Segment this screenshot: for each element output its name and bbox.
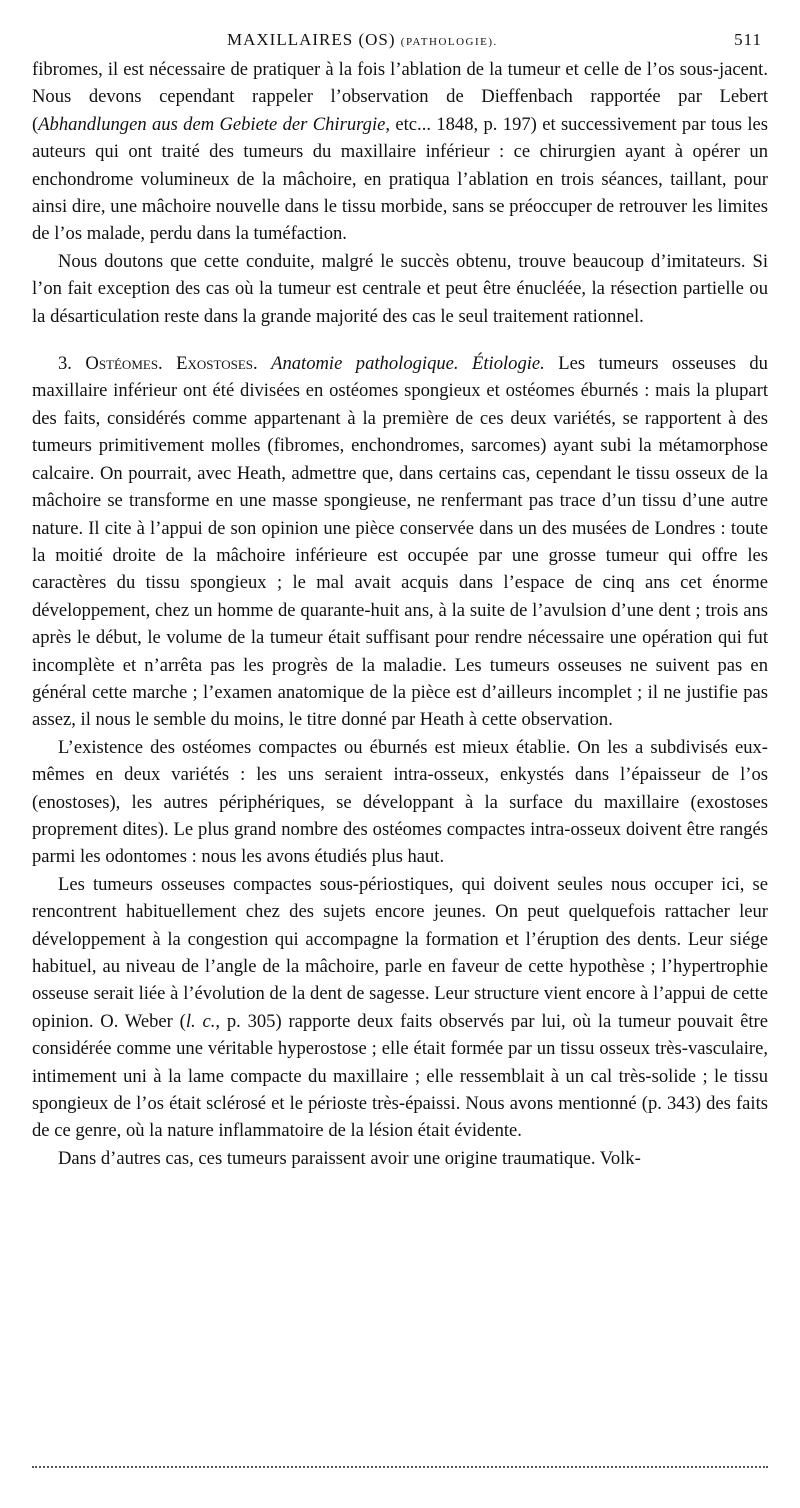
text-segment: Nous doutons que cette conduite, malgré le succès obtenu, trouve beaucoup d’imitateurs. Si l’on fait exception des cas où la tumeur est centrale et peut être énucléée, la résection partielle ou la désarticulation reste dans la grande majorité des cas le seul traitement rationnel.: [32, 250, 768, 327]
text-segment: Les tumeurs osseuses compactes sous-périostiques, qui doivent seules nous occuper ici, se rencontrent habituellement chez des sujets encore jeunes. On peut quelquefois rattacher leur développement à la congestion qui accompagne la formation et l’éruption des dents. Leur siége habituel, au niveau de l’angle de la mâchoire, parle en faveur de cette hypothèse ; l’hypertrophie osseuse serait liée à l’évolution de la dent de sagesse. Leur structure vient encore à l’appui de cette opinion. O. Weber (: [32, 873, 768, 1032]
text-segment: fibromes, il est nécessaire de pratiquer à la fois l’ablation de la tumeur et celle de l’os sous-jacent. Nous devons cependant rappeler l’observation de Dieffenbach rapportée par Lebert (: [32, 59, 768, 135]
running-title: [227, 30, 498, 50]
text-segment: , p. 305) rapporte deux faits observés par lui, où la tumeur pouvait être considérée comme une véritable hyperostose ; elle était formée par un tissu osseux très-vasculaire, intimement uni à la lame compacte du maxillaire ; elle ressemblait à un cal très-solide ; le tissu spongieux de l’os était sclérosé et le périoste très-épaissi. Nous avons mentionné (p. 343) des faits de ce genre, où la nature inflammatoire de la lésion était évidente.: [32, 1010, 768, 1142]
page: [32, 26, 768, 1172]
text-segment: Les tumeurs osseuses du maxillaire inférieur ont été divisées en ostéomes spongieux et ostéomes éburnés : mais la plupart des faits, considérés comme appartenant à la première de ces deux variétés, se rapportent à des tumeurs primitivement molles (fibromes, enchondromes, sarcomes) ayant subi la métamorphose calcaire. On pourrait, avec Heath, admettre que, dans certains cas, cependant le tissu osseux de la mâchoire se transforme en une masse spongieuse, ne renfermant pas trace d’un tissu d’une autre nature. Il cite à l’appui de son opinion une pièce conservée dans un des musées de Londres : toute la moitié droite de la mâchoire inférieure est occupée par une grosse tumeur qui offre les caractères du tissu spongieux ; le mal avait acquis dans l’espace de cinq ans cet énorme développement, chez un homme de quarante-huit ans, à la suite de l’avulsion d’une dent ; trois ans après le début, le volume de la tumeur était suffisant pour rendre nécessaire une opération qui fut incomplète et n’arrêta pas les progrès de la maladie. Les tumeurs osseuses ne suivent pas en général cette marche ; l’examen anatomique de la pièce est d’ailleurs incomplet ; il ne justifie pas assez, il nous le semble du moins, le titre donné par Heath à cette observation.: [32, 353, 768, 731]
text-segment: Dans d’autres cas, ces tumeurs paraissent avoir une origine traumatique. Volk-: [58, 1147, 641, 1169]
text-segment: , etc... 1848, p. 197) et successivement par tous les auteurs qui ont traité des tumeurs du maxillaire inférieur : ce chirurgien ayant à opérer un enchondrome volumineux de la mâchoire, en pratiqua l’ablation en trois séances, taillant, pour ainsi dire, une mâchoire nouvelle dans le tissu morbide, sans se préoccuper de retrouver les limites de l’os malade, perdu dans la tuméfaction.: [32, 113, 768, 245]
body-text: [32, 56, 768, 1172]
text-segment: Abhandlungen aus dem Gebiete der Chirurgie: [38, 113, 386, 135]
running-title-sub: (PATHOLOGIE).: [400, 36, 498, 48]
text-segment: L’existence des ostéomes compactes ou éburnés est mieux établie. On les a subdivisés eux-mêmes en deux variétés : les uns seraient intra-osseux, enkystés dans l’épaisseur de l’os (enostoses), les autres périphériques, se développant à la surface du maxillaire (exostoses proprement dites). Le plus grand nombre des ostéomes compactes intra-osseux doivent être rangés parmi les odontomes : nous les avons étudiés plus haut.: [32, 736, 768, 868]
section-3-osteomes: [32, 350, 768, 734]
paragraph-6: [32, 1145, 768, 1172]
text-segment: Anatomie pathologique. Étiologie.: [271, 353, 545, 375]
running-header: [32, 26, 768, 56]
paragraph-2: [32, 248, 768, 330]
text-segment: 3. Ostéomes. Exostoses.: [58, 353, 272, 375]
paragraph-4: [32, 734, 768, 871]
footer-rule: [32, 1466, 768, 1468]
paragraph-5: [32, 871, 768, 1145]
paragraph-1: [32, 56, 768, 248]
page-number: 511: [734, 30, 762, 49]
text-segment: l. c.: [185, 1010, 216, 1032]
running-title-main: MAXILLAIRES (OS): [227, 30, 396, 49]
